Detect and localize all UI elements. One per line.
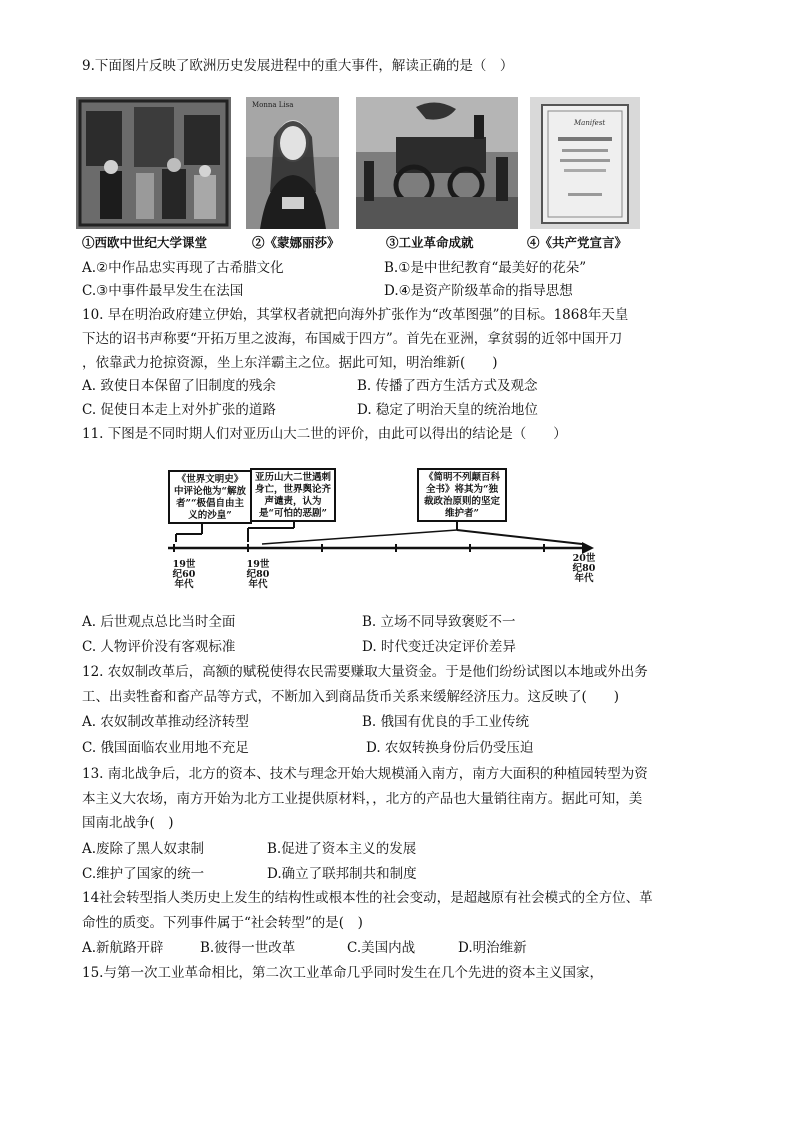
q13-option-c: C.维护了国家的统一 xyxy=(82,866,205,882)
question-14-line-1: 14社会转型指人类历史上发生的结构性或根本性的社会变动，是超越原有社会模式的全方位、革 xyxy=(82,890,653,906)
question-15-stem: 15.与第一次工业革命相比，第二次工业革命几乎同时发生在几个先进的资本主义国家， xyxy=(82,965,603,981)
q11-option-c: C. 人物评价没有客观标准 xyxy=(82,639,236,655)
question-14-line-2: 命性的质变。下列事件属于“社会转型”的是( ) xyxy=(82,915,363,931)
q13-option-a: A.废除了黑人奴隶制 xyxy=(82,841,205,857)
question-9-stem: 9.下面图片反映了欧洲历史发展进程中的重大事件，解读正确的是（ ） xyxy=(82,58,514,74)
caption-3: ③工业革命成就 xyxy=(386,235,474,250)
q11-option-b: B. 立场不同导致褒贬不一 xyxy=(362,614,516,630)
q14-option-a: A.新航路开辟 xyxy=(82,940,164,956)
q11-option-a: A. 后世观点总比当时全面 xyxy=(82,614,236,630)
caption-1: ①西欧中世纪大学课堂 xyxy=(82,235,208,250)
q11-option-d: D. 时代变迁决定评价差异 xyxy=(362,639,516,655)
q12-option-c: C. 俄国面临农业用地不充足 xyxy=(82,740,249,756)
q14-option-b: B.彼得一世改革 xyxy=(200,940,296,956)
q9-option-a: A.②中作品忠实再现了古希腊文化 xyxy=(82,260,284,276)
q10-option-d: D. 稳定了明治天皇的统治地位 xyxy=(357,402,538,418)
industrial-revolution-picture xyxy=(356,97,518,229)
q9-option-c: C.③中事件最早发生在法国 xyxy=(82,283,244,299)
q10-option-b: B. 传播了西方生活方式及观念 xyxy=(357,378,538,394)
mona-lisa-picture xyxy=(246,97,339,229)
q10-option-a: A. 致使日本保留了旧制度的残余 xyxy=(82,378,276,394)
communist-manifesto-picture xyxy=(530,97,640,229)
caption-4: ④《共产党宣言》 xyxy=(527,235,628,250)
q12-option-a: A. 农奴制改革推动经济转型 xyxy=(82,714,249,730)
question-13-line-1: 13. 南北战争后，北方的资本、技术与理念开始大规模涌入南方，南方大面积的种植园转型为资 xyxy=(82,766,648,782)
caption-2: ②《蒙娜丽莎》 xyxy=(252,235,340,250)
timeline-box-2: 亚历山大二世遇刺身亡，世界舆论齐声谴责，认为是“可怕的恶剧” xyxy=(250,468,336,522)
mona-lisa-title: Monna Lisa xyxy=(252,101,294,109)
question-10-line-3: ，依靠武力抢掠资源，坐上东洋霸主之位。据此可知，明治维新( ) xyxy=(82,355,498,371)
q9-option-b: B.①是中世纪教育“最美好的花朵” xyxy=(384,260,587,276)
question-10-line-2: 下达的诏书声称要“开拓万里之波海，布国威于四方”。首先在亚洲，拿贫弱的近邻中国开刀 xyxy=(82,331,623,347)
evaluation-timeline xyxy=(162,468,602,588)
q14-option-d: D.明治维新 xyxy=(458,940,527,956)
question-13-line-3: 国南北战争( ) xyxy=(82,815,174,831)
q12-option-b: B. 俄国有优良的手工业传统 xyxy=(362,714,530,730)
question-11-stem: 11. 下图是不同时期人们对亚历山大二世的评价，由此可以得出的结论是（ ） xyxy=(82,426,567,442)
timeline-tick-2: 19世纪80年代 xyxy=(246,559,270,590)
question-12-line-1: 12. 农奴制改革后，高额的赋税使得农民需要赚取大量资金。于是他们纷纷试图以本地或外出务 xyxy=(82,664,648,680)
question-12-line-2: 工、出卖牲畜和畜产品等方式，不断加入到商品货币关系来缓解经济压力。这反映了( ) xyxy=(82,689,620,705)
q10-option-c: C. 促使日本走上对外扩张的道路 xyxy=(82,402,276,418)
timeline-tick-1: 19世纪60年代 xyxy=(172,559,196,590)
q9-option-d: D.④是资产阶级革命的指导思想 xyxy=(384,283,573,299)
q13-option-b: B.促进了资本主义的发展 xyxy=(267,841,417,857)
medieval-university-picture xyxy=(76,97,231,229)
manifesto-title: Manifest xyxy=(574,119,606,127)
timeline-box-1: 《世界文明史》中评论他为“解放者”“极倡自由主义的沙皇” xyxy=(168,470,252,524)
q13-option-d: D.确立了联邦制共和制度 xyxy=(267,866,417,882)
timeline-box-3: 《简明不列颠百科全书》将其为“独裁政治原则的坚定维护者” xyxy=(417,468,507,522)
q14-option-c: C.美国内战 xyxy=(347,940,416,956)
question-13-line-2: 本主义大农场，南方开始为北方工业提供原材料，，北方的产品也大量销往南方。据此可知，美 xyxy=(82,791,643,807)
question-10-line-1: 10. 早在明治政府建立伊始，其掌权者就把向海外扩张作为“改革图强”的目标。1868年天皇 xyxy=(82,307,629,323)
timeline-tick-3: 20世纪80年代 xyxy=(572,553,596,584)
q12-option-d: D. 农奴转换身份后仍受压迫 xyxy=(366,740,534,756)
